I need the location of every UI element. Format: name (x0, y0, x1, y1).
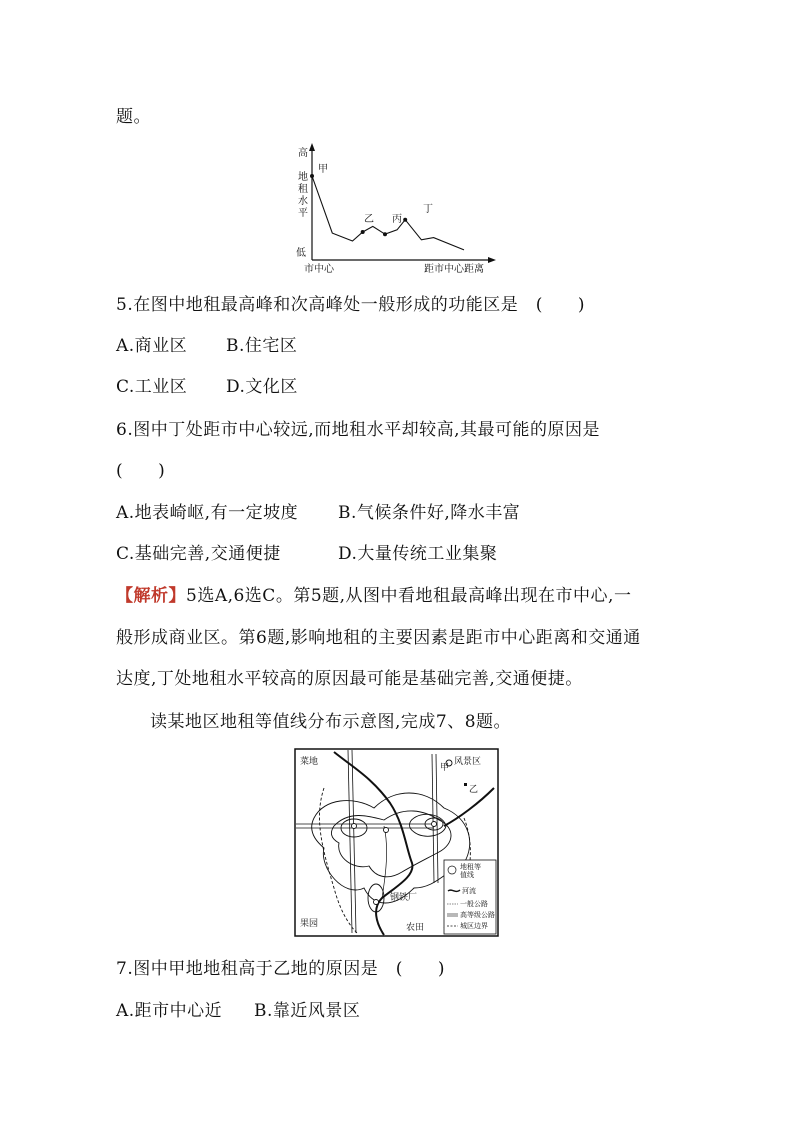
label-fengjingqu: 风景区 (454, 757, 482, 767)
y-label-char: 平 (298, 208, 308, 219)
q7-option-b[interactable]: B.靠近风景区 (254, 1001, 361, 1021)
rent-line-chart (290, 140, 500, 276)
label-jia: 甲 (440, 763, 450, 773)
yi-marker (464, 783, 467, 786)
point-label-jia: 甲 (318, 164, 328, 175)
legend-road: 一般公路 (460, 900, 488, 908)
analysis-tag: 【解析】 (116, 586, 186, 606)
label-guoyuan: 果园 (300, 919, 319, 929)
rent-contour-map (294, 748, 500, 938)
q5-option-b[interactable]: B.住宅区 (226, 336, 298, 356)
legend-contour: 值线 (460, 871, 474, 879)
rent-data-point (383, 232, 387, 236)
centre-dot (352, 824, 357, 829)
x-start-label: 市中心 (304, 264, 334, 275)
rent-data-point (361, 230, 365, 234)
y-label-char: 地 (298, 172, 308, 183)
rent-data-point (403, 218, 407, 222)
analysis-line-1 (116, 585, 631, 607)
label-yi: 乙 (469, 785, 479, 795)
y-label-char: 租 (298, 184, 308, 195)
q6-option-d[interactable]: D.大量传统工业集聚 (338, 544, 498, 564)
legend-highway: 高等级公路 (460, 911, 495, 919)
y-label-char: 水 (298, 196, 308, 207)
q6-option-c[interactable]: C.基础完善,交通便捷 (116, 544, 281, 564)
centre-dot (432, 822, 437, 827)
x-axis-arrow (488, 257, 496, 263)
label-nongtian: 农田 (406, 923, 425, 933)
y-low-label: 低 (296, 248, 306, 259)
q6-stem-bracket: ( ) (116, 461, 166, 481)
analysis-text: 5选A,6选C。第5题,从图中看地租最高峰出现在市中心,一 (186, 586, 632, 606)
centre-dot (384, 828, 389, 833)
y-high-label: 高 (298, 148, 308, 159)
analysis-line-3: 达度,丁处地租水平较高的原因最可能是基础完善,交通便捷。 (116, 669, 583, 689)
label-gangtiechang: 钢铁厂 (390, 893, 418, 903)
y-axis-arrow (309, 143, 315, 151)
q6-stem: 6.图中丁处距市中心较远,而地租水平却较高,其最可能的原因是 (116, 420, 601, 440)
point-label-bing: 丙 (392, 214, 402, 225)
point-label-ding: 丁 (423, 204, 433, 215)
rent-data-point (310, 174, 314, 178)
q5-stem: 5.在图中地租最高峰和次高峰处一般形成的功能区是 ( ) (116, 295, 585, 315)
x-end-label: 距市中心距离 (424, 264, 484, 275)
point-label-yi: 乙 (364, 214, 374, 225)
q6-option-b[interactable]: B.气候条件好,降水丰富 (338, 503, 521, 523)
q5-option-c[interactable]: C.工业区 (116, 377, 188, 397)
rent-series-line (312, 176, 464, 250)
q7-option-a[interactable]: A.距市中心近 (116, 1001, 223, 1021)
legend-boundary: 城区边界 (460, 922, 488, 930)
q6-option-a[interactable]: A.地表崎岖,有一定坡度 (116, 503, 299, 523)
centre-dot (374, 900, 379, 905)
read-intro: 读某地区地租等值线分布示意图,完成7、8题。 (150, 712, 512, 732)
label-caidi: 菜地 (300, 757, 319, 767)
legend-contour: 地租等 (460, 863, 481, 871)
legend-river: 河流 (462, 887, 476, 895)
q7-stem: 7.图中甲地地租高于乙地的原因是 ( ) (116, 959, 445, 979)
intro-tail: 题。 (116, 107, 151, 127)
q5-option-a[interactable]: A.商业区 (116, 336, 188, 356)
q5-option-d[interactable]: D.文化区 (226, 377, 298, 397)
analysis-line-2: 般形成商业区。第6题,影响地租的主要因素是距市中心距离和交通通 (116, 628, 641, 648)
